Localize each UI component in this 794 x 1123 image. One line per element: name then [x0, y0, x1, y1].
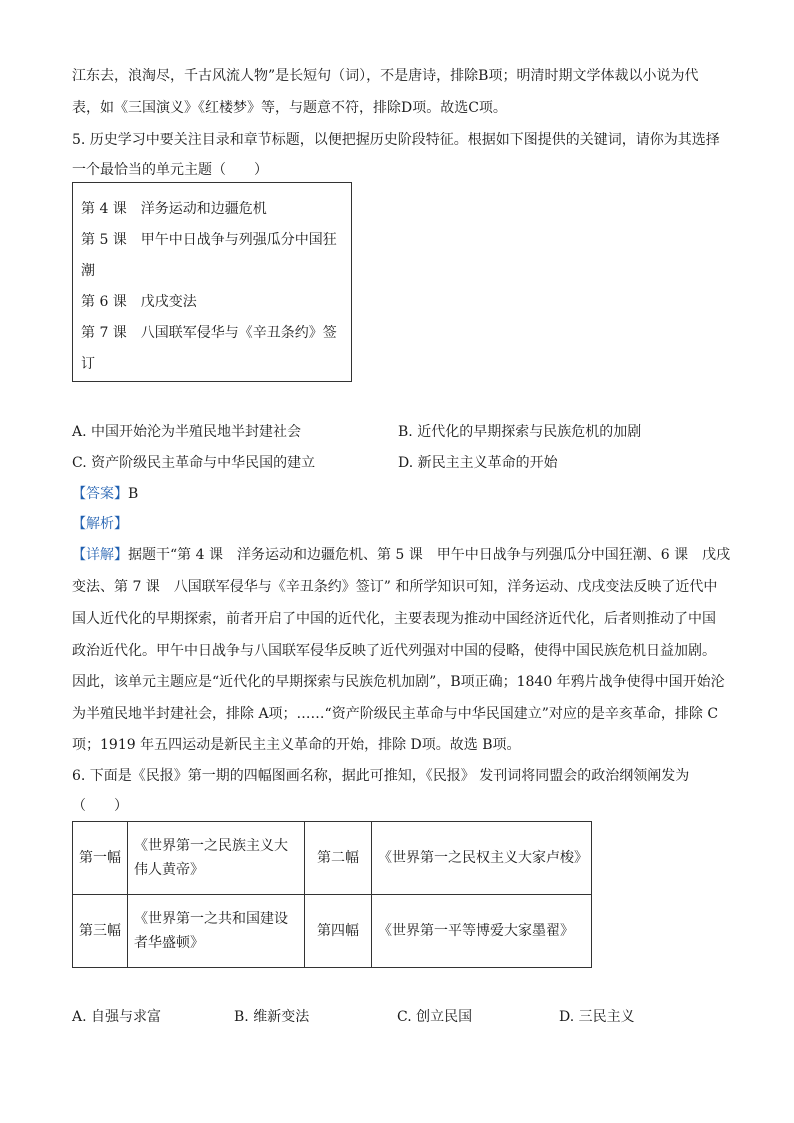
answer-label: 【答案】 — [72, 486, 128, 502]
q5-option-b: B. 近代化的早期探索与民族危机的加剧 — [398, 424, 642, 440]
lesson-4: 第 4 课 洋务运动和边疆危机 — [81, 201, 267, 217]
table-cell: 第三幅 — [73, 895, 128, 968]
table-cell: 第四幅 — [305, 895, 372, 968]
question-6-stem-line-2: （ ） — [72, 798, 128, 814]
lesson-5-continued: 潮 — [81, 263, 95, 279]
detail-line-7: 项；1919 年五四运动是新民主主义革命的开始，排除 D项。故选 B项。 — [72, 737, 521, 753]
q6-option-b: B. 维新变法 — [234, 1009, 310, 1025]
question-5-stem-line-1: 5. 历史学习中要关注目录和章节标题，以便把握历史阶段特征。根据如下图提供的关键词，请你为其选择 — [72, 132, 720, 148]
answer-line — [72, 484, 138, 504]
q6-option-c: C. 创立民国 — [397, 1009, 473, 1025]
lesson-7: 第 7 课 八国联军侵华与《辛丑条约》签 — [81, 325, 337, 341]
q6-option-a: A. 自强与求富 — [72, 1009, 162, 1025]
question-6-stem-line-1: 6. 下面是《民报》第一期的四幅图画名称，据此可推知，《民报》 发刊词将同盟会的政治纲领阐发为 — [72, 768, 690, 784]
table-cell: 《世界第一之民权主义大家卢梭》 — [372, 822, 592, 895]
detail-line-5: 因此，该单元主题应是“近代化的早期探索与民族危机加剧”，B项正确；1840 年鸦片战争使得中国开始沦 — [72, 674, 725, 690]
table-cell: 《世界第一平等博爱大家墨翟》 — [372, 895, 592, 968]
lesson-6: 第 6 课 戊戌变法 — [81, 294, 197, 310]
table-cell: 《世界第一之共和国建设者华盛顿》 — [128, 895, 305, 968]
detail-line-3: 国人近代化的早期探索，前者开启了中国的近代化，主要表现为推动中国经济近代化，后者则推动了中国 — [72, 611, 716, 627]
detail-label: 【详解】 — [72, 547, 128, 563]
detail-line-1 — [72, 545, 730, 565]
q5-option-d: D. 新民主主义革命的开始 — [398, 455, 558, 471]
analysis-heading — [72, 514, 128, 534]
q5-option-c: C. 资产阶级民主革命与中华民国的建立 — [72, 455, 316, 471]
detail-line-2: 变法、第 7 课 八国联军侵华与《辛丑条约》签订” 和所学知识可知，洋务运动、戊戌变法反映了近代中 — [72, 579, 718, 595]
painting-titles-table — [72, 821, 592, 968]
answer-value: B — [128, 486, 139, 502]
q5-option-a: A. 中国开始沦为半殖民地半封建社会 — [72, 424, 302, 440]
previous-explanation-line-1: 江东去，浪淘尽，千古风流人物”是长短句（词），不是唐诗，排除B项；明清时期文学体裁以小说为代 — [72, 68, 699, 84]
q6-option-d: D. 三民主义 — [559, 1009, 635, 1025]
lesson-7-continued: 订 — [81, 356, 95, 372]
table-row — [73, 895, 592, 968]
detail-line-4: 政治近代化。甲午中日战争与八国联军侵华反映了近代列强对中国的侵略，使得中国民族危机日益加剧。 — [72, 643, 716, 659]
detail-text-1: 据题干“第 4 课 洋务运动和边疆危机、第 5 课 甲午中日战争与列强瓜分中国狂潮、6 课 戊戌 — [128, 547, 731, 563]
table-cell: 《世界第一之民族主义大伟人黄帝》 — [128, 822, 305, 895]
table-cell: 第一幅 — [73, 822, 128, 895]
table-row — [73, 822, 592, 895]
detail-line-6: 为半殖民地半封建社会，排除 A项；……“资产阶级民主革命与中华民国建立”对应的是辛亥革命，排除 C — [72, 706, 719, 722]
analysis-label: 【解析】 — [72, 516, 128, 532]
lesson-5: 第 5 课 甲午中日战争与列强瓜分中国狂 — [81, 232, 337, 248]
table-cell: 第二幅 — [305, 822, 372, 895]
question-5-stem-line-2: 一个最恰当的单元主题（ ） — [72, 162, 268, 178]
lesson-list-box — [72, 182, 352, 382]
previous-explanation-line-2: 表，如《三国演义》《红楼梦》等，与题意不符，排除D项。故选C项。 — [72, 100, 507, 116]
